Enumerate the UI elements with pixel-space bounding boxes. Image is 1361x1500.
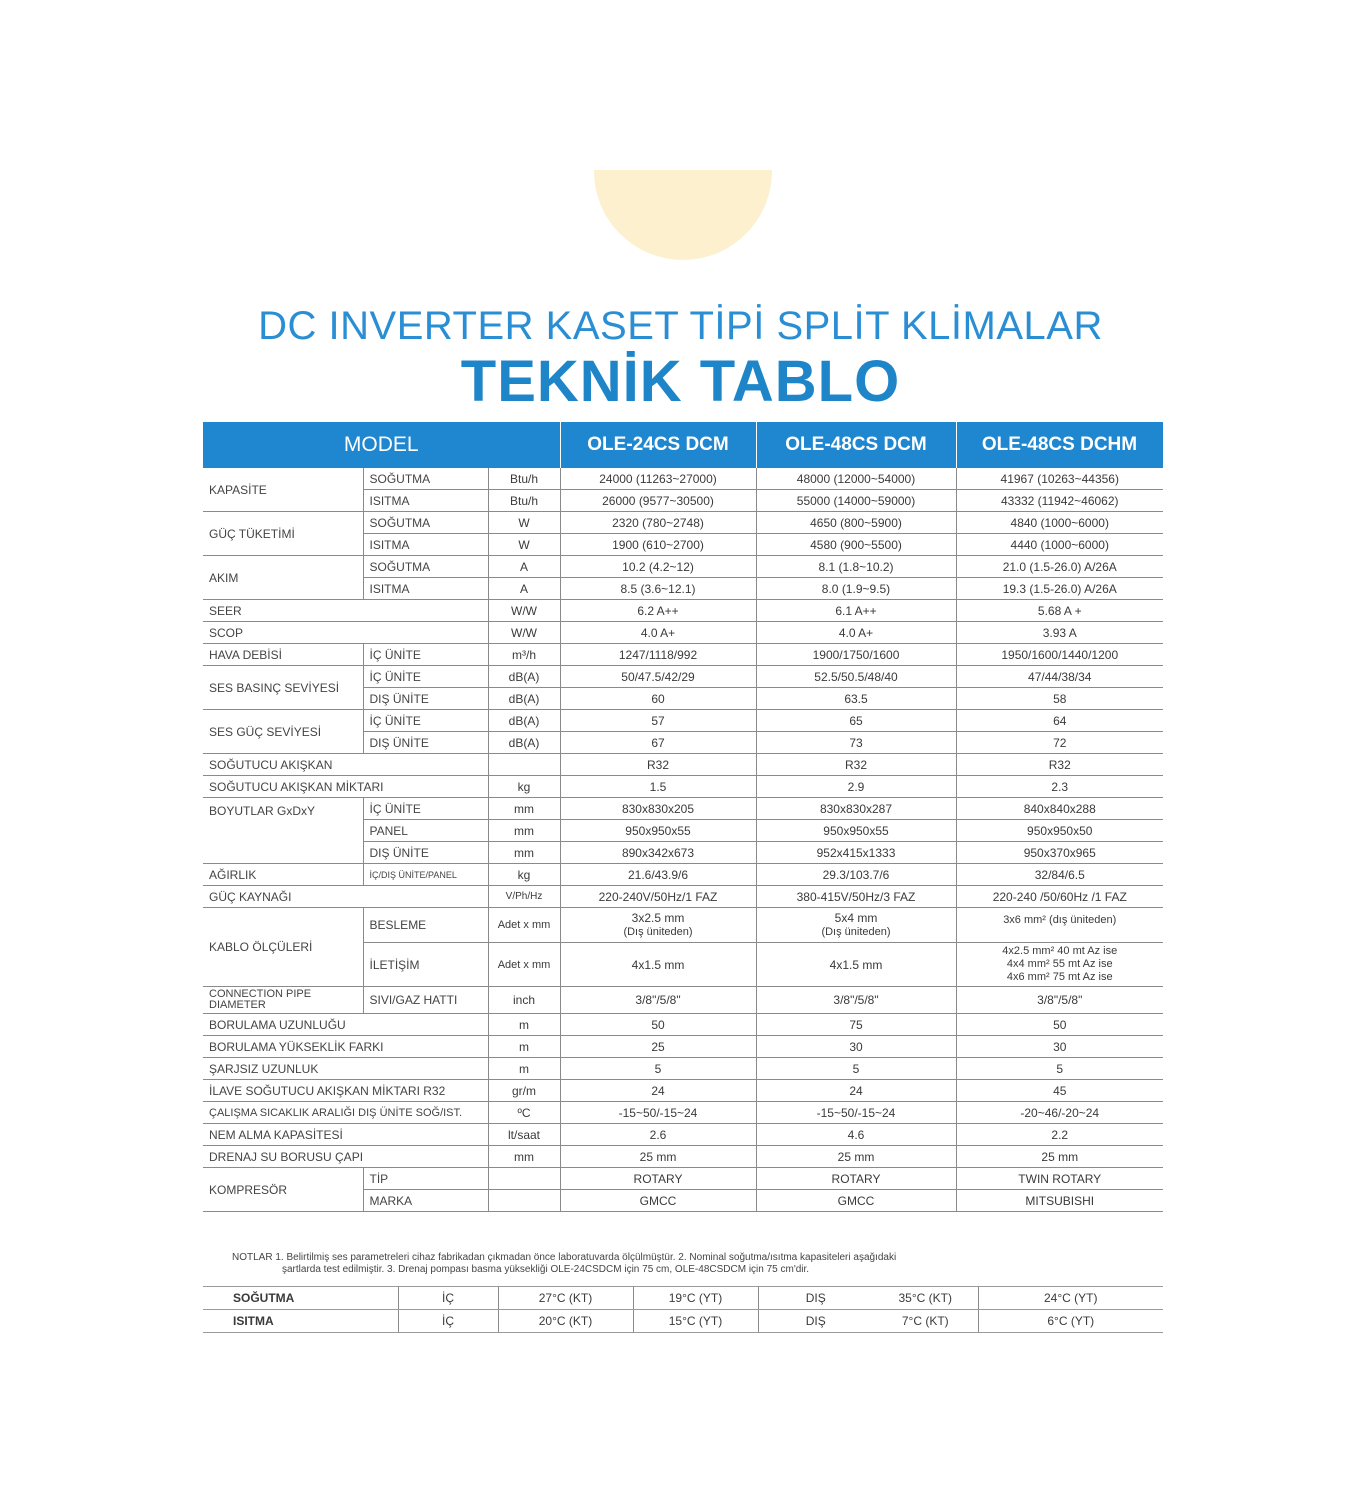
row-label: BOYUTLAR GxDxY (203, 798, 363, 864)
cell-model-2: 24 (756, 1080, 956, 1102)
cond-mode: SOĞUTMA (203, 1287, 398, 1310)
model-2-header: OLE-48CS DCM (756, 422, 956, 468)
cell-model-1: 50/47.5/42/29 (560, 666, 756, 688)
cell-model-2: 4650 (800~5900) (756, 512, 956, 534)
cell-line: 5x4 mm (834, 911, 878, 925)
notes (232, 1252, 1052, 1276)
header-row (203, 422, 1163, 468)
cell-model-1: 21.6/43.9/6 (560, 864, 756, 886)
row-sublabel: ISITMA (363, 490, 488, 512)
row-unit: Btu/h (488, 490, 560, 512)
cell-model-3: MITSUBISHI (956, 1190, 1163, 1212)
cell-model-1: 24 (560, 1080, 756, 1102)
row-unit: dB(A) (488, 732, 560, 754)
row-sublabel: ISITMA (363, 578, 488, 600)
row-unit: W (488, 512, 560, 534)
cell-model-2: 8.0 (1.9~9.5) (756, 578, 956, 600)
cond-mode: ISITMA (203, 1310, 398, 1333)
cell-model-2: 4x1.5 mm (756, 943, 956, 987)
cell-model-1: 26000 (9577~30500) (560, 490, 756, 512)
cond-dis-yt: 6°C (YT) (978, 1310, 1163, 1333)
cell-model-1: 890x342x673 (560, 842, 756, 864)
row-sublabel: TİP (363, 1168, 488, 1190)
row-unit: m (488, 1036, 560, 1058)
cell-model-2: 4580 (900~5500) (756, 534, 956, 556)
cell-model-1: 67 (560, 732, 756, 754)
row-sublabel: İÇ ÜNİTE (363, 644, 488, 666)
row-unit (488, 1168, 560, 1190)
cond-ic: İÇ (398, 1310, 498, 1333)
cell-model-1: GMCC (560, 1190, 756, 1212)
cell-model-3: 72 (956, 732, 1163, 754)
cell-model-1: 2.6 (560, 1124, 756, 1146)
cell-model-2: 380-415V/50Hz/3 FAZ (756, 886, 956, 908)
row-label: SCOP (203, 622, 488, 644)
table-row (203, 512, 1163, 534)
cell-line: (Dış üniteden) (821, 926, 891, 938)
cell-model-2: 25 mm (756, 1146, 956, 1168)
row-sublabel: İÇ/DIŞ ÜNİTE/PANEL (363, 864, 488, 886)
page-title: TEKNİK TABLO (460, 349, 901, 414)
cell-model-1: 4x1.5 mm (560, 943, 756, 987)
row-label: BORULAMA YÜKSEKLİK FARKI (203, 1036, 488, 1058)
row-unit: inch (488, 987, 560, 1014)
cond-ic-yt: 19°C (YT) (633, 1287, 758, 1310)
model-header: MODEL (203, 422, 560, 468)
row-sublabel: DIŞ ÜNİTE (363, 688, 488, 710)
cell-model-1: 1247/1118/992 (560, 644, 756, 666)
row-label: SOĞUTUCU AKIŞKAN (203, 754, 488, 776)
row-sublabel: İÇ ÜNİTE (363, 710, 488, 732)
row-unit: lt/saat (488, 1124, 560, 1146)
row-unit: dB(A) (488, 710, 560, 732)
row-label: SES GÜÇ SEVİYESİ (203, 710, 363, 754)
cell-model-3: 3.93 A (956, 622, 1163, 644)
cell-model-2: 830x830x287 (756, 798, 956, 820)
cell-model-1: R32 (560, 754, 756, 776)
row-label: HAVA DEBİSİ (203, 644, 363, 666)
table-row (203, 1080, 1163, 1102)
cell-model-2: 3/8"/5/8" (756, 987, 956, 1014)
row-label: AKIM (203, 556, 363, 600)
table-row (203, 468, 1163, 490)
row-label: DRENAJ SU BORUSU ÇAPI (203, 1146, 488, 1168)
cell-model-3: TWIN ROTARY (956, 1168, 1163, 1190)
cond-dis-kt: 7°C (KT) (873, 1310, 978, 1333)
cell-model-3: 5 (956, 1058, 1163, 1080)
cell-model-2: 65 (756, 710, 956, 732)
table-row (203, 666, 1163, 688)
cell-model-2: 950x950x55 (756, 820, 956, 842)
cell-model-3: 2.2 (956, 1124, 1163, 1146)
table-row (203, 776, 1163, 798)
row-sublabel: BESLEME (363, 908, 488, 943)
cell-model-3: 21.0 (1.5-26.0) A/26A (956, 556, 1163, 578)
row-label: ŞARJSIZ UZUNLUK (203, 1058, 488, 1080)
cell-model-3: 58 (956, 688, 1163, 710)
row-unit: W/W (488, 600, 560, 622)
row-label: SOĞUTUCU AKIŞKAN MİKTARI (203, 776, 488, 798)
row-sublabel: PANEL (363, 820, 488, 842)
row-sublabel: SOĞUTMA (363, 512, 488, 534)
row-label: AĞIRLIK (203, 864, 363, 886)
cell-model-1: 1.5 (560, 776, 756, 798)
row-unit: A (488, 556, 560, 578)
table-row (203, 1168, 1163, 1190)
cell-model-1: 4.0 A+ (560, 622, 756, 644)
row-sublabel: MARKA (363, 1190, 488, 1212)
cell-model-2: 4.0 A+ (756, 622, 956, 644)
cell-model-3: 25 mm (956, 1146, 1163, 1168)
cell-model-3: R32 (956, 754, 1163, 776)
cell-model-3: 1950/1600/1440/1200 (956, 644, 1163, 666)
table-row (203, 864, 1163, 886)
cell-model-2: 5 (756, 1058, 956, 1080)
cond-ic: İÇ (398, 1287, 498, 1310)
row-label: İLAVE SOĞUTUCU AKIŞKAN MİKTARI R32 (203, 1080, 488, 1102)
cell-model-2: 55000 (14000~59000) (756, 490, 956, 512)
row-sublabel: SOĞUTMA (363, 556, 488, 578)
model-1-header: OLE-24CS DCM (560, 422, 756, 468)
row-label: KOMPRESÖR (203, 1168, 363, 1212)
cond-ic-kt: 20°C (KT) (498, 1310, 633, 1333)
cell-model-3: 3x6 mm² (dış üniteden) (956, 908, 1163, 943)
cell-model-2: GMCC (756, 1190, 956, 1212)
row-label: SEER (203, 600, 488, 622)
row-unit: kg (488, 864, 560, 886)
cell-model-1: 57 (560, 710, 756, 732)
table-row (203, 886, 1163, 908)
row-label: GÜÇ KAYNAĞI (203, 886, 488, 908)
row-unit: m (488, 1014, 560, 1036)
row-unit: mm (488, 820, 560, 842)
cell-line: 4x4 mm² 55 mt Az ise (1006, 958, 1113, 970)
cell-model-2: 8.1 (1.8~10.2) (756, 556, 956, 578)
cell-model-3: 43332 (11942~46062) (956, 490, 1163, 512)
cell-model-1: 6.2 A++ (560, 600, 756, 622)
table-row (203, 1014, 1163, 1036)
cell-model-2: 29.3/103.7/6 (756, 864, 956, 886)
table-row (203, 754, 1163, 776)
row-unit: ºC (488, 1102, 560, 1124)
cond-dis-yt: 24°C (YT) (978, 1287, 1163, 1310)
row-label: ÇALIŞMA SICAKLIK ARALIĞI DIŞ ÜNİTE SOĞ/IST. (203, 1102, 488, 1124)
row-sublabel: DIŞ ÜNİTE (363, 842, 488, 864)
table-row (203, 798, 1163, 820)
row-label: NEM ALMA KAPASİTESİ (203, 1124, 488, 1146)
row-label: BORULAMA UZUNLUĞU (203, 1014, 488, 1036)
cell-model-1: 830x830x205 (560, 798, 756, 820)
row-label: KABLO ÖLÇÜLERİ (203, 908, 363, 987)
test-conditions-table (203, 1286, 1163, 1333)
cell-model-3: 30 (956, 1036, 1163, 1058)
row-unit: A (488, 578, 560, 600)
cell-model-1: 10.2 (4.2~12) (560, 556, 756, 578)
cell-model-1: 950x950x55 (560, 820, 756, 842)
row-sublabel: DIŞ ÜNİTE (363, 732, 488, 754)
cell-model-3: 19.3 (1.5-26.0) A/26A (956, 578, 1163, 600)
cond-dis: DIŞ (758, 1287, 873, 1310)
cell-model-1: 25 mm (560, 1146, 756, 1168)
cond-dis: DIŞ (758, 1310, 873, 1333)
decorative-half-circle (594, 170, 772, 260)
model-3-header: OLE-48CS DCHM (956, 422, 1163, 468)
row-sublabel: İÇ ÜNİTE (363, 798, 488, 820)
cell-model-2: 63.5 (756, 688, 956, 710)
cell-model-1: 50 (560, 1014, 756, 1036)
row-unit: Adet x mm (488, 943, 560, 987)
cell-model-2 (756, 908, 956, 943)
row-unit: m (488, 1058, 560, 1080)
row-label: GÜÇ TÜKETİMİ (203, 512, 363, 556)
table-row (203, 1310, 1163, 1333)
table-row (203, 710, 1163, 732)
cell-model-3: 4440 (1000~6000) (956, 534, 1163, 556)
cell-model-1 (560, 908, 756, 943)
cell-model-3: 220-240 /50/60Hz /1 FAZ (956, 886, 1163, 908)
cell-model-2: 2.9 (756, 776, 956, 798)
cell-model-3: 47/44/38/34 (956, 666, 1163, 688)
row-unit: dB(A) (488, 688, 560, 710)
notes-line: NOTLAR 1. Belirtilmiş ses parametreleri cihaz fabrikadan çıkmadan önce laboratuvarda ölçülmüştür. 2. Nominal soğutma/ısıtma kapasiteleri aşağıdaki (232, 1252, 897, 1263)
row-unit: m³/h (488, 644, 560, 666)
spec-table (203, 422, 1164, 1212)
row-unit: W/W (488, 622, 560, 644)
cell-model-3: 41967 (10263~44356) (956, 468, 1163, 490)
row-sublabel: SIVI/GAZ HATTI (363, 987, 488, 1014)
row-unit: W (488, 534, 560, 556)
cell-model-3: 45 (956, 1080, 1163, 1102)
cell-line: 4x2.5 mm² 40 mt Az ise (1002, 945, 1118, 957)
table-row (203, 908, 1163, 943)
cell-model-3: 50 (956, 1014, 1163, 1036)
cell-model-2: R32 (756, 754, 956, 776)
table-row (203, 1058, 1163, 1080)
row-unit: mm (488, 842, 560, 864)
cell-model-3: -20~46/-20~24 (956, 1102, 1163, 1124)
table-row (203, 987, 1163, 1014)
page-subtitle: DC INVERTER KASET TİPİ SPLİT KLİMALAR (258, 304, 1103, 348)
cell-line: (Dış üniteden) (623, 926, 693, 938)
cell-model-1: 5 (560, 1058, 756, 1080)
cell-model-1: 2320 (780~2748) (560, 512, 756, 534)
cell-model-3: 3/8"/5/8" (956, 987, 1163, 1014)
cell-model-1: 8.5 (3.6~12.1) (560, 578, 756, 600)
cell-model-2: 30 (756, 1036, 956, 1058)
table-row (203, 1036, 1163, 1058)
row-unit: mm (488, 1146, 560, 1168)
cell-model-2: 6.1 A++ (756, 600, 956, 622)
cell-model-3: 64 (956, 710, 1163, 732)
table-row (203, 1287, 1163, 1310)
cell-model-1: 1900 (610~2700) (560, 534, 756, 556)
cell-model-2: 48000 (12000~54000) (756, 468, 956, 490)
row-unit: Adet x mm (488, 908, 560, 943)
cell-model-2: -15~50/-15~24 (756, 1102, 956, 1124)
cell-model-2: 952x415x1333 (756, 842, 956, 864)
table-row (203, 1102, 1163, 1124)
cell-line: 3x2.5 mm (631, 911, 685, 925)
row-unit (488, 754, 560, 776)
row-unit (488, 1190, 560, 1212)
cell-model-2: 52.5/50.5/48/40 (756, 666, 956, 688)
row-unit: V/Ph/Hz (488, 886, 560, 908)
cell-model-3: 950x370x965 (956, 842, 1163, 864)
row-sublabel: SOĞUTMA (363, 468, 488, 490)
cell-model-3: 950x950x50 (956, 820, 1163, 842)
row-sublabel: İLETİŞİM (363, 943, 488, 987)
table-row (203, 1124, 1163, 1146)
cell-model-1: ROTARY (560, 1168, 756, 1190)
row-unit: dB(A) (488, 666, 560, 688)
row-unit: kg (488, 776, 560, 798)
cell-model-3: 5.68 A + (956, 600, 1163, 622)
cond-ic-kt: 27°C (KT) (498, 1287, 633, 1310)
cell-model-3: 32/84/6.5 (956, 864, 1163, 886)
table-row (203, 1146, 1163, 1168)
cell-model-3 (956, 943, 1163, 987)
row-unit: mm (488, 798, 560, 820)
cell-model-1: 3/8"/5/8" (560, 987, 756, 1014)
cell-model-1: 220-240V/50Hz/1 FAZ (560, 886, 756, 908)
cond-ic-yt: 15°C (YT) (633, 1310, 758, 1333)
row-unit: Btu/h (488, 468, 560, 490)
cell-line: 4x6 mm² 75 mt Az ise (1006, 971, 1113, 983)
notes-line: şartlarda test edilmiştir. 3. Drenaj pompası basma yüksekliği OLE-24CSDCM için 75 cm, OLE-48CSDCM için 75 cm'dir. (282, 1264, 810, 1275)
cell-model-2: 1900/1750/1600 (756, 644, 956, 666)
cell-model-1: 24000 (11263~27000) (560, 468, 756, 490)
table-row (203, 644, 1163, 666)
cond-dis-kt: 35°C (KT) (873, 1287, 978, 1310)
row-sublabel: ISITMA (363, 534, 488, 556)
table-row (203, 600, 1163, 622)
cell-model-2: ROTARY (756, 1168, 956, 1190)
table-row (203, 556, 1163, 578)
cell-model-3: 840x840x288 (956, 798, 1163, 820)
cell-model-3: 2.3 (956, 776, 1163, 798)
cell-model-1: 25 (560, 1036, 756, 1058)
row-sublabel: İÇ ÜNİTE (363, 666, 488, 688)
cell-model-2: 75 (756, 1014, 956, 1036)
table-row (203, 622, 1163, 644)
row-label: SES BASINÇ SEVİYESİ (203, 666, 363, 710)
cell-model-2: 73 (756, 732, 956, 754)
cell-model-1: -15~50/-15~24 (560, 1102, 756, 1124)
cell-model-2: 4.6 (756, 1124, 956, 1146)
cell-model-1: 60 (560, 688, 756, 710)
cell-model-3: 4840 (1000~6000) (956, 512, 1163, 534)
row-unit: gr/m (488, 1080, 560, 1102)
row-label: CONNECTION PIPE DIAMETER (203, 987, 363, 1014)
row-label: KAPASİTE (203, 468, 363, 512)
